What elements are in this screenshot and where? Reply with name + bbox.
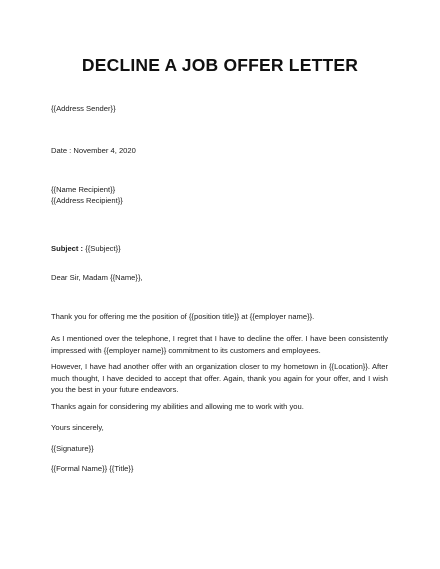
- closing: Yours sincerely,: [51, 423, 104, 432]
- paragraph-2: As I mentioned over the telephone, I regret that I have to decline the offer. I have been consistently impressed with {{employer name}} commitment to its customers and employees.: [51, 334, 388, 355]
- signature: {{Signature}}: [51, 444, 94, 453]
- address-recipient: {{Address Recipient}}: [51, 196, 123, 205]
- address-sender: {{Address Sender}}: [51, 104, 116, 113]
- subject-line: [51, 244, 121, 254]
- subject-value: {{Subject}}: [83, 244, 121, 253]
- letter-title: DECLINE A JOB OFFER LETTER: [81, 55, 359, 75]
- paragraph-4: Thanks again for considering my abilities and allowing me to work with you.: [51, 402, 304, 411]
- paragraph-1: Thank you for offering me the position of {{position title}} at {{employer name}}.: [51, 312, 315, 321]
- paragraph-3: However, I have had another offer with an organization closer to my hometown in {{Location}}. After much thought, I have decided to accept that offer. Again, thank you again for your offer, and I wish you the best in your future endeavors.: [51, 362, 388, 394]
- salutation: Dear Sir, Madam {{Name}},: [51, 273, 143, 282]
- formal-name: {{Formal Name}} {{Title}}: [51, 464, 134, 473]
- letter-date: Date : November 4, 2020: [51, 146, 136, 155]
- subject-label: Subject :: [51, 244, 84, 253]
- name-recipient: {{Name Recipient}}: [51, 185, 116, 194]
